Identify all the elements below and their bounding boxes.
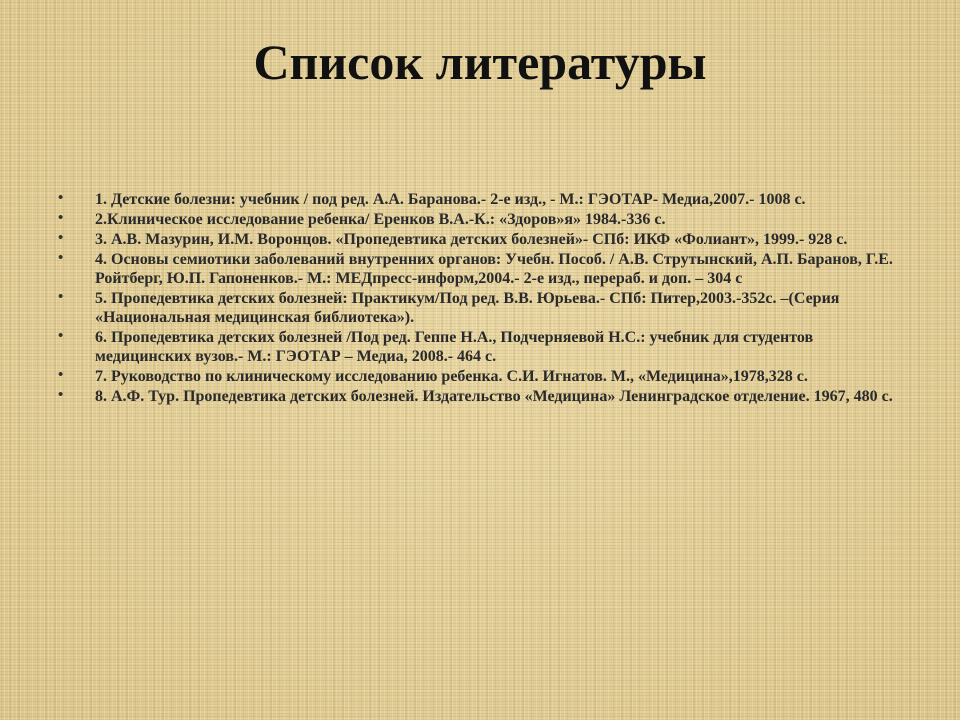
slide-title: Список литературы xyxy=(253,34,707,90)
bullet-icon: • xyxy=(58,289,64,305)
reference-item-7 xyxy=(58,367,904,386)
reference-item-3 xyxy=(58,230,904,249)
bullet-icon: • xyxy=(58,367,64,383)
reference-item-8 xyxy=(58,387,904,406)
reference-item-1 xyxy=(58,190,904,209)
reference-text: 2.Клиническое исследование ребенка/ Еренков В.А.-К.: «Здоров»я» 1984.-336 с. xyxy=(95,211,666,228)
reference-text: 6. Пропедевтика детских болезней /Под ред. Геппе Н.А., Подчерняевой Н.С.: учебник для студентов медицинских вузов.- М.: ГЭОТАР – Медиа, 2008.- 464 с. xyxy=(95,329,814,365)
reference-item-4 xyxy=(58,250,904,288)
reference-item-2 xyxy=(58,210,904,229)
reference-text: 4. Основы семиотики заболеваний внутренних органов: Учебн. Пособ. / А.В. Струтынский, А.П. Баранов, Г.Е. Ройтберг, Ю.П. Гапоненков.- М.: МЕДпресс-информ,2004.- 2-е изд., перераб. и доп. – 304 с xyxy=(95,251,893,287)
reference-text: 7. Руководство по клиническому исследованию ребенка. С.И. Игнатов. М., «Медицина»,1978,328 с. xyxy=(95,368,808,385)
reference-text: 1. Детские болезни: учебник / под ред. А.А. Баранова.- 2-е изд., - М.: ГЭОТАР- Медиа,2007.- 1008 с. xyxy=(95,191,806,208)
bullet-icon: • xyxy=(58,328,64,344)
bullet-icon: • xyxy=(58,387,64,403)
reference-item-5 xyxy=(58,289,904,327)
reference-text: 8. А.Ф. Тур. Пропедевтика детских болезней. Издательство «Медицина» Ленинградское отделение. 1967, 480 с. xyxy=(95,388,893,405)
bullet-icon: • xyxy=(58,250,64,266)
reference-text: 5. Пропедевтика детских болезней: Практикум/Под ред. В.В. Юрьева.- СПб: Питер,2003.-352с. –(Серия «Национальная медицинская библиотека»). xyxy=(95,290,840,326)
reference-item-6 xyxy=(58,328,904,366)
reference-list xyxy=(58,190,904,407)
bullet-icon: • xyxy=(58,210,64,226)
bullet-icon: • xyxy=(58,190,64,206)
reference-text: 3. А.В. Мазурин, И.М. Воронцов. «Пропедевтика детских болезней»- СПб: ИКФ «Фолиант», 1999.- 928 с. xyxy=(95,231,848,248)
bullet-icon: • xyxy=(58,230,64,246)
